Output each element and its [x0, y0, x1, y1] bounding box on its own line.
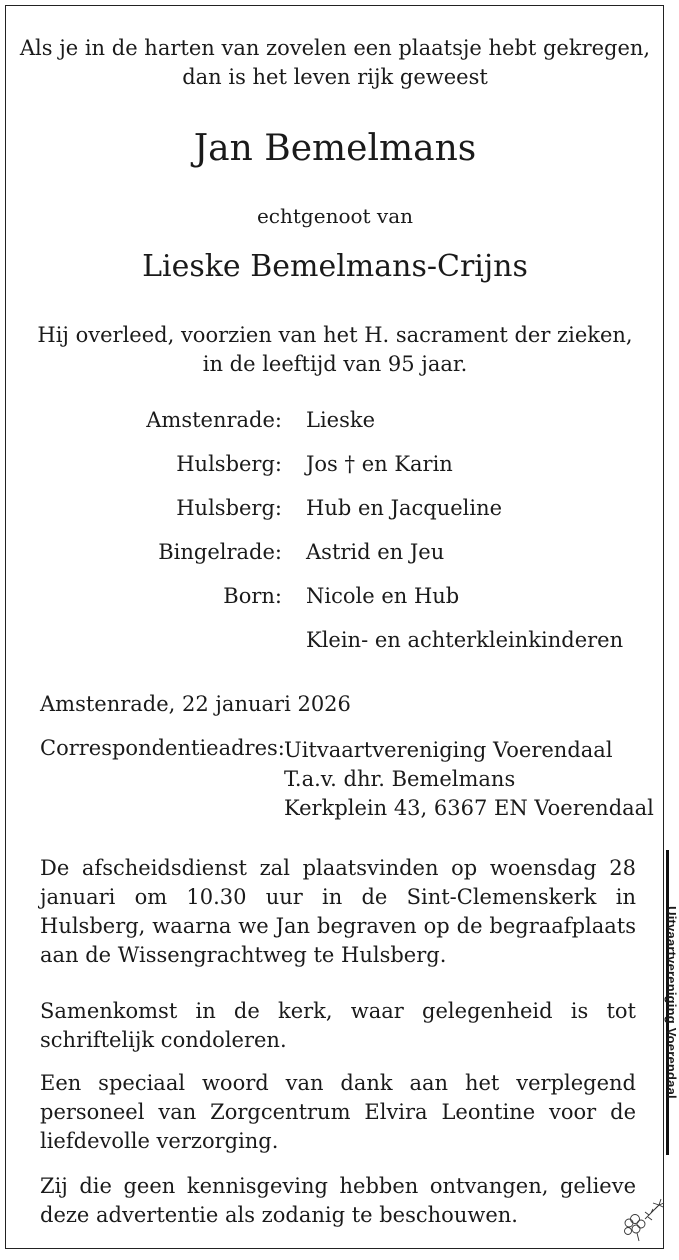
correspondence-label: Correspondentieadres:: [40, 736, 285, 760]
family-list: [0, 408, 660, 672]
dandelion-logo-icon: [615, 1193, 665, 1243]
motto-line-1: Als je in de harten van zovelen een plaatsje hebt gekregen,: [19, 36, 651, 60]
correspondence-address: [284, 736, 654, 823]
family-row: [0, 408, 660, 452]
family-names: Hub en Jacqueline: [306, 496, 503, 520]
family-names: Klein- en achterkleinkinderen: [306, 628, 624, 652]
family-row: [0, 496, 660, 540]
address-line-2: T.a.v. dhr. Bemelmans: [284, 767, 516, 791]
deceased-name: Jan Bemelmans: [193, 128, 477, 169]
family-row: [0, 628, 660, 672]
family-place: Amstenrade:: [146, 408, 282, 432]
family-names: Astrid en Jeu: [306, 540, 445, 564]
family-names: Nicole en Hub: [306, 584, 460, 608]
passing-line-1: Hij overleed, voorzien van het H. sacrament der zieken,: [37, 323, 633, 347]
family-row: [0, 584, 660, 628]
notice-paragraph: Zij die geen kennisgeving hebben ontvangen, gelieve deze advertentie als zodanig te beschouwen.: [40, 1174, 636, 1227]
motto: [10, 34, 660, 92]
thanks-paragraph: Een speciaal woord van dank aan het verplegend personeel van Zorgcentrum Elvira Leontine voor de liefdevolle verzorging.: [40, 1071, 636, 1153]
family-place: Hulsberg:: [176, 452, 282, 476]
publisher-name: Uitvaartvereniging Voerendaal: [664, 906, 679, 1099]
address-line-3: Kerkplein 43, 6367 EN Voerendaal: [284, 796, 654, 820]
family-names: Jos † en Karin: [306, 452, 453, 476]
family-place: Hulsberg:: [176, 496, 282, 520]
service-paragraph: De afscheidsdienst zal plaatsvinden op woensdag 28 januari om 10.30 uur in de Sint-Clemenskerk in Hulsberg, waarna we Jan begraven op de begraafplaats aan de Wissengrachtweg te Hulsberg.: [40, 856, 636, 967]
publisher-sidebar: [666, 850, 677, 1155]
family-place: Born:: [223, 584, 282, 608]
motto-line-2: dan is het leven rijk geweest: [182, 65, 488, 89]
gathering-paragraph: Samenkomst in de kerk, waar gelegenheid is tot schriftelijk condoleren.: [40, 999, 636, 1052]
address-line-1: Uitvaartvereniging Voerendaal: [284, 738, 613, 762]
passing-notice: [10, 321, 660, 379]
spouse-name: Lieske Bemelmans-Crijns: [142, 249, 528, 284]
family-row: [0, 452, 660, 496]
date-line: Amstenrade, 22 januari 2026: [40, 692, 351, 716]
family-names: Lieske: [306, 408, 376, 432]
family-row: [0, 540, 660, 584]
spouse-intro: echtgenoot van: [256, 204, 414, 228]
family-place: Bingelrade:: [158, 540, 282, 564]
passing-line-2: in de leeftijd van 95 jaar.: [202, 352, 468, 376]
